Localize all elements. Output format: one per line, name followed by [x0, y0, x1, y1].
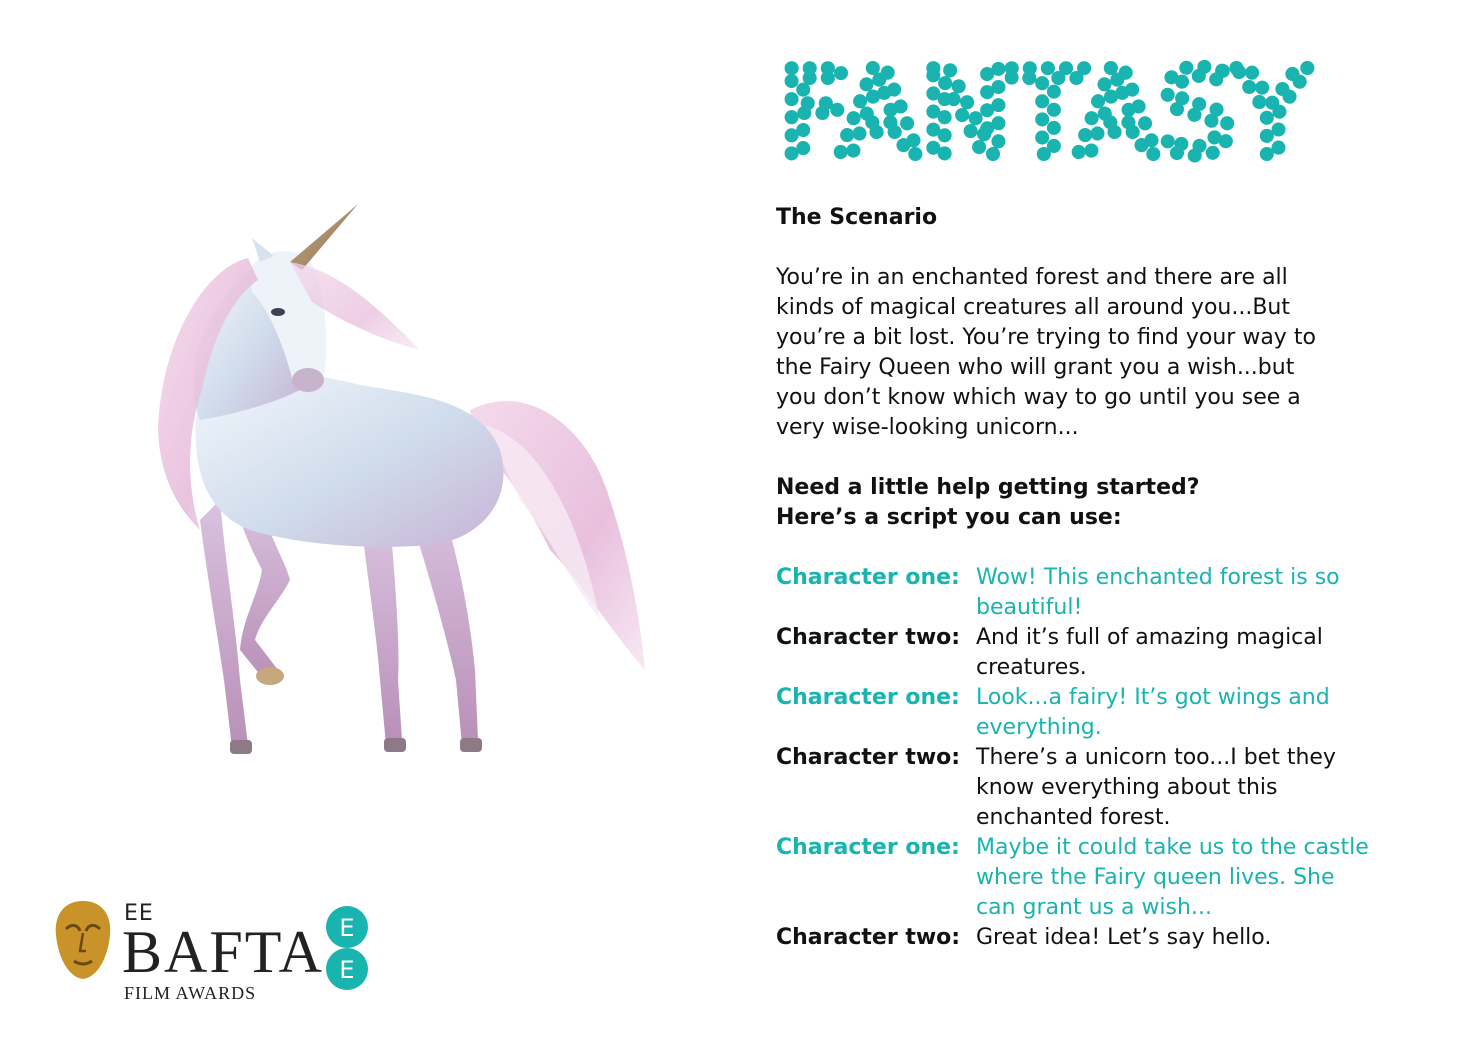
scenario-heading: The Scenario: [776, 205, 938, 230]
ee-letter: E: [339, 956, 355, 984]
speaker-label: Character one:: [776, 685, 960, 710]
speaker-line: Maybe it could take us to the castle where the Fairy queen lives. She can grant us a wish...: [976, 835, 1369, 920]
scenario-text: You’re in an enchanted forest and there are all kinds of magical creatures all around you...But you’re a bit lost. You’re trying to find your way to the Fairy Queen who will grant you a wish...but you don’t know which way to go until you see a very wise-looking unicorn...: [776, 265, 1316, 440]
scenario-content: [776, 203, 1376, 953]
ee-letter: E: [339, 914, 355, 942]
speaker-label: Character two:: [776, 925, 961, 950]
speaker-label: Character one:: [776, 565, 960, 590]
script-row: [776, 623, 1376, 683]
speaker-label: Character two:: [776, 625, 961, 650]
ee-logo-icon: [325, 905, 369, 991]
logo-area: [52, 895, 382, 1010]
script: [776, 563, 1376, 953]
help-prompt: [776, 473, 1376, 533]
speaker-line: There’s a unicorn too...I bet they know everything about this enchanted forest.: [976, 745, 1336, 830]
script-row: [776, 923, 1376, 953]
help-line-2: Here’s a script you can use:: [776, 505, 1122, 530]
title-text: FANTASY: [780, 48, 1311, 168]
page-title: [776, 48, 1376, 168]
bafta-mask-icon: [52, 899, 114, 981]
speaker-label: Character one:: [776, 835, 960, 860]
speaker-line: Wow! This enchanted forest is so beautiful!: [976, 565, 1340, 620]
script-row: [776, 683, 1376, 743]
speaker-line: Great idea! Let’s say hello.: [976, 925, 1272, 950]
unicorn-illustration: [140, 200, 650, 780]
bafta-prefix: EE: [124, 901, 154, 926]
script-row: [776, 563, 1376, 623]
help-line-1: Need a little help getting started?: [776, 475, 1200, 500]
script-row: [776, 743, 1376, 833]
script-row: [776, 833, 1376, 923]
speaker-line: And it’s full of amazing magical creatures.: [976, 625, 1323, 680]
speaker-label: Character two:: [776, 745, 961, 770]
bafta-name: BAFTA: [122, 919, 324, 985]
bafta-subtitle: FILM AWARDS: [124, 983, 257, 1003]
speaker-line: Look...a fairy! It’s got wings and everything.: [976, 685, 1330, 740]
